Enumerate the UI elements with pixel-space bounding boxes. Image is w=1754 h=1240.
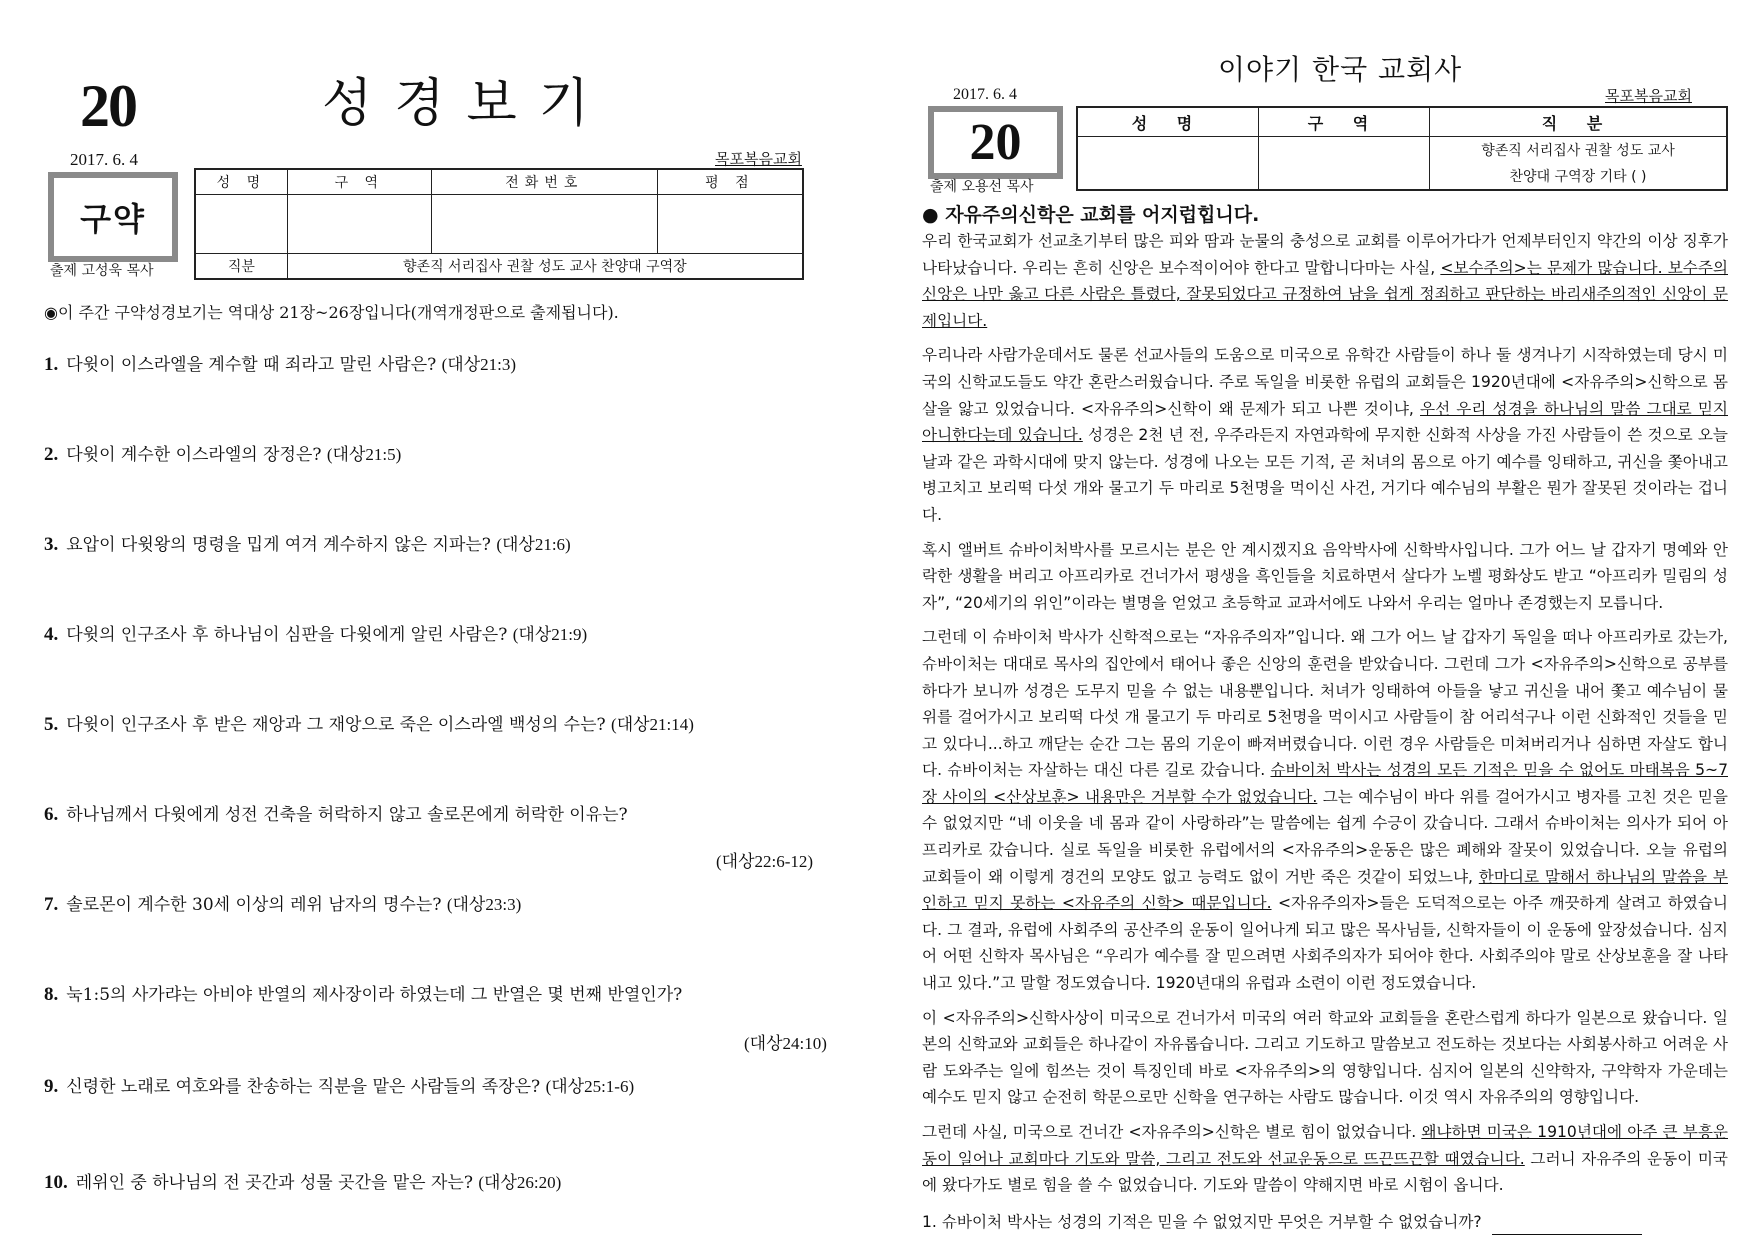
district-field[interactable] <box>287 195 431 254</box>
role-options: 향존직 서리집사 권찰 성도 교사 찬양대 구역장 <box>287 254 803 280</box>
role-label: 직분 <box>195 254 287 280</box>
score-field[interactable] <box>657 195 803 254</box>
header-score: 평 점 <box>657 169 803 195</box>
header-name: 성 명 <box>1077 107 1259 137</box>
question-ref: (대상22:6-12) <box>716 852 814 871</box>
page-title: 성경보기 <box>322 74 611 134</box>
church-name: 목포복음교회 <box>715 152 802 168</box>
question-item: 6. 하나님께서 다윗에게 성전 건축을 허락하지 않고 솔로몬에게 허락한 이유는? <box>44 804 628 825</box>
question-item: 9. 신령한 노래로 여호와를 찬송하는 직분을 맡은 사람들의 족장은? (대상25:1-6) <box>44 1076 635 1097</box>
issue-date: 2017. 6. 4 <box>953 86 1017 103</box>
question-item: 3. 요압이 다윗왕의 명령을 밉게 여겨 계수하지 않은 지파는? (대상21:6) <box>44 534 571 555</box>
intro-text: ◉이 주간 구약성경보기는 역대상 21장~26장입니다(개역개정판으로 출제됩니다). <box>44 303 619 322</box>
header-name: 성 명 <box>195 169 287 195</box>
article <box>922 202 1728 1235</box>
review-question: 1. 슈바이처 박사는 성경의 기적은 믿을 수 없었지만 무엇은 거부할 수 없었습니까? <box>922 1209 1728 1236</box>
header-role: 직 분 <box>1430 107 1728 137</box>
answer-blank[interactable] <box>1492 1218 1642 1235</box>
question-ref: (대상24:10) <box>744 1034 827 1053</box>
question-item: 1. 다윗이 이스라엘을 계수할 때 죄라고 말린 사람은? (대상21:3) <box>44 354 517 375</box>
issue-number: 20 <box>928 106 1063 179</box>
header-district: 구 역 <box>1259 107 1430 137</box>
article-heading: ● 자유주의신학은 교회를 어지럽힙니다. <box>922 204 1260 226</box>
header-district: 구 역 <box>287 169 431 195</box>
paragraph: 이 <자유주의>신학사상이 미국으로 건너가서 미국의 여러 학교와 교회들을 혼란스럽게 하다가 일본으로 왔습니다. 일본의 신학교와 교회들은 하나같이 자유롭습니다. 그리고 기도하고 말씀보고 전도하는 것보다는 사회봉사하고 어려운 사람 도와주는 일에 힘쓰는 것이 특징인데 바로 <자유주의>의 영향입니다. 심지어 일본의 신약학자, 구약학자 가운데는 예수도 믿지 않고 순전히 학문으로만 신학을 연구하는 사람도 많습니다. 이것 역시 자유주의의 영향입니다. <box>922 1008 1728 1107</box>
role-options-2: 찬양대 구역장 기타 ( ) <box>1430 163 1728 190</box>
question-item: 2. 다윗이 계수한 이스라엘의 장정은? (대상21:5) <box>44 444 402 465</box>
church-name: 목포복음교회 <box>1605 89 1692 105</box>
page-title: 이야기 한국 교회사 <box>1218 53 1463 86</box>
name-field[interactable] <box>1077 137 1259 191</box>
phone-field[interactable] <box>431 195 657 254</box>
paragraph: 그런데 사실, 미국으로 건너간 <자유주의>신학은 별로 힘이 없었습니다. 왜냐하면 미국은 1910년대에 아주 큰 부흥운동이 일어나 교회마다 기도와 말씀, 그리고 전도와 선교운동으로 뜨끈뜨끈할 때였습니다. 그러니 자유주의 운동이 미국에 왔다가도 별로 힘을 쓸 수 없었습니다. 기도와 말씀이 약해지면 바로 시험이 옵니다. <box>922 1123 1728 1195</box>
name-field[interactable] <box>195 195 287 254</box>
question-item: 7. 솔로몬이 계수한 30세 이상의 레위 남자의 명수는? (대상23:3) <box>44 894 522 915</box>
paragraph: 우리 한국교회가 선교초기부터 많은 피와 땀과 눈물의 충성으로 교회를 이루어가다가 언제부터인지 약간의 이상 징후가 나타났습니다. 우리는 흔히 신앙은 보수적이어야 한다고 말합니다마는 사실, <보수주의>는 문제가 많습니다. 보수주의 신앙은 나만 옳고 다른 사람은 틀렸다, 잘못되었다고 규정하여 남을 쉽게 정죄하고 판단하는 바리새주의적인 신앙이 문제입니다. <box>922 232 1728 330</box>
paragraph: 우리나라 사람가운데서도 물론 선교사들의 도움으로 미국으로 유학간 사람들이 하나 둘 생겨나기 시작하였는데 당시 미국의 신학교도들도 약간 혼란스러웠습니다. 주로 독일을 비롯한 유럽의 교회들은 1920년대에 <자유주의>신학으로 몸살을 앓고 있었습니다. <자유주의>신학이 왜 문제가 되고 나쁜 것이냐, 우선 우리 성경을 하나님의 말씀 그대로 믿지 아니한다는데 있습니다. 성경은 2천 년 전, 우주라든지 자연과학에 무지한 신화적 사상을 가진 사람들이 쓴 것으로 오늘날과 같은 과학시대에 맞지 않는다. 성경에 나오는 모든 기적, 곧 처녀의 몸으로 아기 예수를 잉태하고, 귀신을 쫓아내고 병고치고 보리떡 다섯 개와 물고기 두 마리로 5천명을 먹이신 사건, 거기다 예수님의 부활은 뭔가 잘못된 것이라는 겁니다. <box>922 346 1728 524</box>
header-phone: 전화번호 <box>431 169 657 195</box>
question-item: 10. 레위인 중 하나님의 전 곳간과 성물 곳간을 맡은 자는? (대상26:20) <box>44 1172 562 1193</box>
paragraph: 혹시 앨버트 슈바이처박사를 모르시는 분은 안 계시겠지요 음악박사에 신학박사입니다. 그가 어느 날 갑자기 명예와 안락한 생활을 버리고 아프리카로 건너가서 평생을 흑인들을 치료하면서 살다가 노벨 평화상도 받고 “아프리카 밀림의 성자”, “20세기의 위인”이라는 별명을 얻었고 초등학교 교과서에도 나와서 우리는 얼마나 존경했는지 모릅니다. <box>922 540 1728 612</box>
paragraph: 그런데 이 슈바이처 박사가 신학적으로는 “자유주의자”입니다. 왜 그가 어느 날 갑자기 독일을 떠나 아프리카로 갔는가, 슈바이처는 대대로 목사의 집안에서 태어나 좋은 신앙의 훈련을 받았습니다. 그런데 그가 <자유주의>신학으로 공부를 하다가 보니까 성경은 도무지 믿을 수 없는 내용뿐입니다. 처녀가 잉태하여 아들을 낳고 귀신을 내어 쫓고 예수님이 물위를 걸어가시고 보리떡 다섯 개 물고기 두 마리로 5천명을 먹이시고 사람들이 참 어리석구나 이런 신화적인 것들을 믿고 있다니...하고 깨닫는 순간 그는 몸의 기운이 빠져버렸습니다. 이런 경우 사람들은 미쳐버리거나 심하면 자살도 합니다. 슈바이처는 자살하는 대신 다른 길로 갔습니다. 슈바이처 박사는 성경의 모든 기적은 믿을 수 없어도 마태복음 5~7장 사이의 <산상보훈> 내용만은 거부할 수가 없었습니다. 그는 예수님이 바다 위를 걸어가시고 병자를 고친 것은 믿을 수 없었지만 “네 이웃을 네 몸과 같이 사랑하라”는 말씀에는 쉽게 수긍이 갔습니다. 그래서 슈바이처는 의사가 되어 아프리카로 갔습니다. 실로 독일을 비롯한 유럽에서의 <자유주의>운동은 많은 폐해와 잘못이 있었습니다. 오늘 유럽의 교회들이 왜 이렇게 경건의 모양도 없고 능력도 없이 거반 죽은 것같이 되었느냐, 한마디로 말해서 하나님의 말씀을 부인하고 믿지 못하는 <자유주의 신학> 때문입니다. <자유주의자>들은 도덕적으로는 아주 깨끗하게 살려고 하였습니다. 그 결과, 유럽에 사회주의 공산주의 운동이 일어나게 되고 많은 목사님들, 신학자들이 이 운동에 앞장섰습니다. 심지어 어떤 신학자 목사님은 “우리가 예수를 잘 믿으려면 사회주의자가 되어야 한다. 사회주의야 말로 산상보훈을 잘 나타내고 있다.”고 말할 정도였습니다. 1920년대의 유럽과 소련이 이런 정도였습니다. <box>922 628 1728 993</box>
question-item: 5. 다윗이 인구조사 후 받은 재앙과 그 재앙으로 죽은 이스라엘 백성의 수는? (대상21:14) <box>44 714 694 735</box>
answer-sheet-table <box>1076 106 1728 191</box>
answer-sheet-table <box>194 168 804 280</box>
role-options-1: 향존직 서리집사 권찰 성도 교사 <box>1430 137 1728 164</box>
issue-number: 20 <box>80 73 136 139</box>
district-field[interactable] <box>1259 137 1430 191</box>
section-label: 구약 <box>48 172 178 262</box>
issue-date: 2017. 6. 4 <box>70 150 138 169</box>
question-item: 4. 다윗의 인구조사 후 하나님이 심판을 다윗에게 알린 사람은? (대상21:9) <box>44 624 588 645</box>
question-item: 8. 눅1:5의 사가랴는 아비야 반열의 제사장이라 하였는데 그 반열은 몇 번째 반열인가? <box>44 984 683 1005</box>
author: 출제 오용선 목사 <box>930 179 1034 195</box>
author: 출제 고성욱 목사 <box>50 263 154 279</box>
